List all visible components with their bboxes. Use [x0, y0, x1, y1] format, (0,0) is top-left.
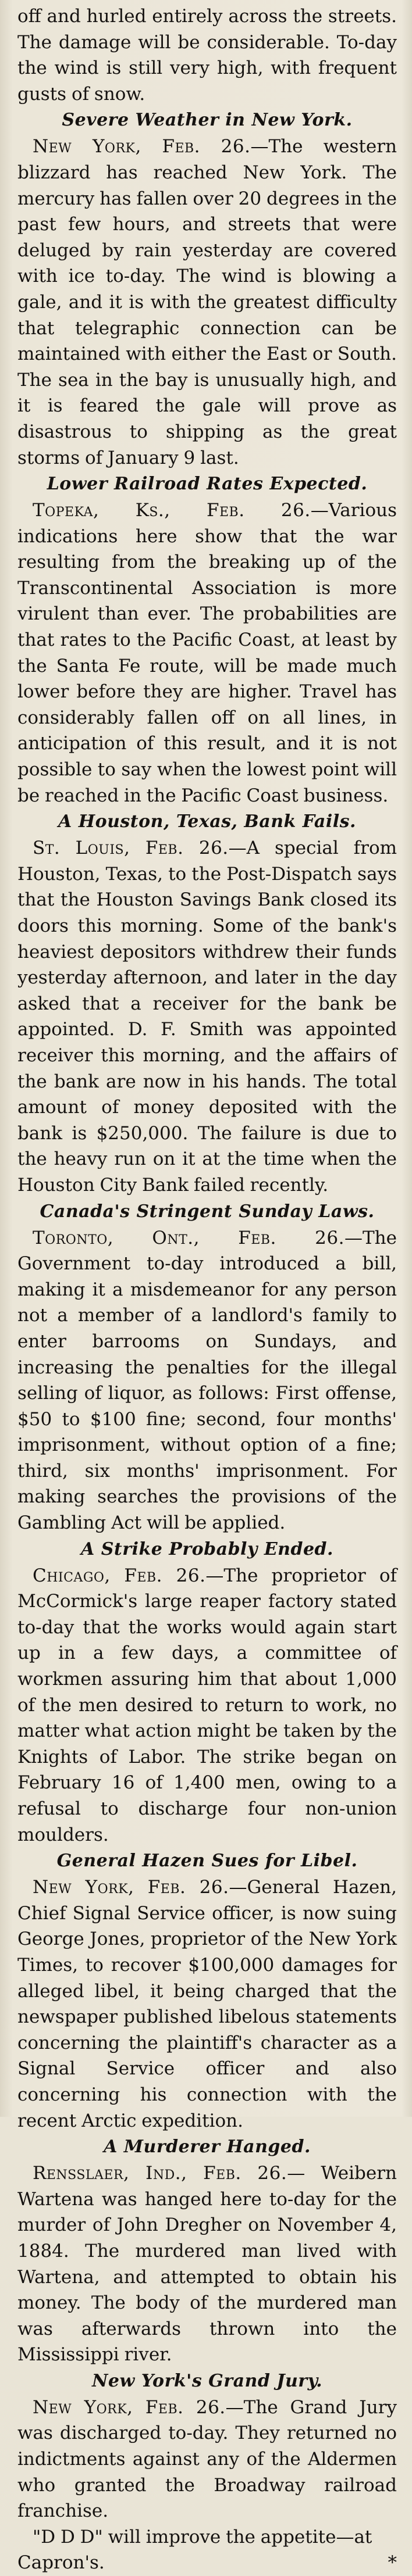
story-dateline: Chicago, Feb. 26. [33, 1565, 206, 1586]
story-headline: A Houston, Texas, Bank Fails. [58, 811, 356, 832]
story-paragraph [17, 498, 397, 808]
story-body: —A special from Houston, Texas, to the Post-Dispatch says that the Houston Savings Bank closed its doors this morning. Some of the bank's heaviest depositors withdrew their funds yesterday afternoon, and later in the day asked that a receiver for the bank be appointed. D. F. Smith was appointed receiver this morning, and the affairs of the bank are now in his hands. The total amount of money deposited with the bank is $250,000. The failure is due to the heavy run on it at the time when the Houston City Bank failed recently. [17, 838, 397, 1196]
story-paragraph [17, 1563, 397, 1848]
story-body: —The proprietor of McCormick's large reaper factory stated to-day that the works would again start up in a few days, a committee of workmen assuring him that about 1,000 of the men desired to return to work, no matter what action might be taken by the Knights of Labor. The strike began on February 16 of 1,400 men, owing to a refusal to discharge four non-union moulders. [17, 1565, 397, 1845]
ad-text-end: Capron's. [17, 2552, 105, 2574]
story-body: —The Government to-day introduced a bill, making it a misdemeanor for any person not a member of a landlord's family to enter barrooms on Sundays, and increasing the penalties for the illegal selling of liquor, as follows: First offense, $50 to $100 fine; second, four months' imprisonment, without option of a fine; third, six months' imprisonment. For making searches the provisions of the Gambling Act will be applied. [17, 1227, 397, 1534]
story-dateline: St. Louis, Feb. 26. [33, 838, 229, 859]
ad-text: "D D D" will improve the appetite—at [33, 2526, 372, 2548]
story-railroad-rates [17, 471, 397, 808]
story-headline: Severe Weather in New York. [62, 110, 353, 131]
story-body: — Weibern Wartena was hanged here to-day for the murder of John Dregher on November 4, 1884. The murdered man lived with Wartena, and attempted to obtain his money. The body of the murdered man was afterwards thrown into the Mississippi river. [17, 2163, 397, 2366]
story-dateline: New York, Feb. 26. [33, 136, 251, 158]
story-strike-ended [17, 1536, 397, 1848]
reading-notice-ad [17, 2524, 397, 2576]
story-paragraph [17, 1225, 397, 1536]
story-murderer-hanged [17, 2134, 397, 2368]
story-dateline: Topeka, Ks., Feb. 26. [33, 500, 311, 521]
story-grand-jury [17, 2368, 397, 2524]
opening-paragraph [17, 3, 397, 107]
ad-mark: * [388, 2552, 397, 2574]
story-houston-bank [17, 808, 397, 1198]
story-body: off and hurled entirely across the streets. The damage will be considerable. To-day the wind is still very high, with frequent gusts of snow. [17, 6, 397, 105]
story-body: —Various indications here show that the war resulting from the breaking up of the Transcontinental Association is more virulent than ever. The probabilities are that rates to the Pacific Coast, at least by the Santa Fe route, will be made much lower before they are higher. Travel has considerably fallen off on all lines, in anticipation of this result, and it is not possible to say when the lowest point will be reached in the Pacific Coast business. [17, 500, 397, 806]
story-paragraph [17, 134, 397, 471]
story-paragraph [17, 2160, 397, 2368]
story-headline: A Murderer Hanged. [104, 2137, 311, 2158]
story-headline: A Strike Probably Ended. [81, 1539, 333, 1559]
story-dateline: New York, Feb. 26. [33, 1877, 229, 1898]
story-headline: Canada's Stringent Sunday Laws. [40, 1201, 375, 1222]
story-paragraph [17, 2395, 397, 2524]
story-paragraph [17, 835, 397, 1198]
story-headline: General Hazen Sues for Libel. [56, 1851, 358, 1872]
story-body: —The western blizzard has reached New York. The mercury has fallen over 20 degrees in the past few hours, and streets that were deluged by rain yesterday are covered with ice to-day. The wind is blowing a gale, and it is with the greatest difficulty that telegraphic connection can be maintained with either the East or South. The sea in the bay is unusually high, and it is feared the gale will prove as disastrous to shipping as the great storms of January 9 last. [17, 136, 397, 468]
story-body: —General Hazen, Chief Signal Service officer, is now suing George Jones, proprietor of the New York Times, to recover $100,000 damages for alleged libel, it being charged that the newspaper published libelous statements concerning the plaintiff's character as a Signal Service officer and also concerning his connection with the recent Arctic expedition. [17, 1877, 397, 2131]
story-dateline: New York, Feb. 26. [33, 2396, 226, 2418]
story-body: —The Grand Jury was discharged to-day. They returned no indictments against any of the Aldermen who granted the Broadway railroad franchise. [17, 2396, 397, 2522]
story-severe-weather [17, 107, 397, 471]
story-dateline: Rensslaer, Ind., Feb. 26. [33, 2163, 287, 2184]
story-paragraph [17, 1874, 397, 2134]
story-dateline: Toronto, Ont., Feb. 26. [33, 1227, 344, 1248]
story-headline: New York's Grand Jury. [91, 2370, 323, 2391]
story-hazen-libel [17, 1848, 397, 2134]
story-headline: Lower Railroad Rates Expected. [47, 474, 368, 495]
story-canada-sunday-laws [17, 1198, 397, 1536]
ad-line2 [17, 2550, 397, 2576]
